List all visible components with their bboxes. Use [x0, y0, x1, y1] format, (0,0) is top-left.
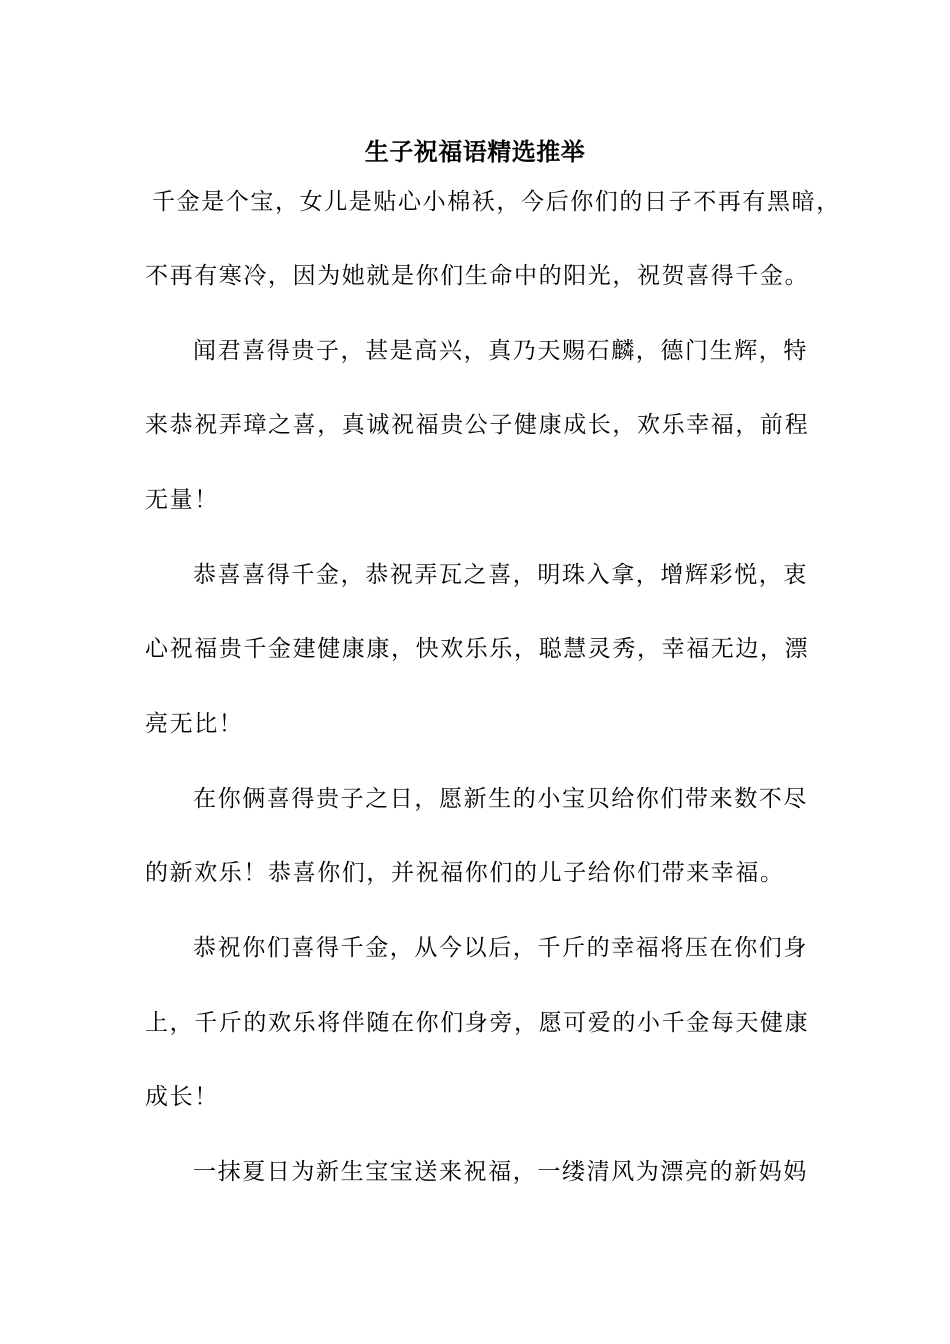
paragraph-line: 无量！: [145, 487, 219, 513]
paragraph-line: 一抹夏日为新生宝宝送来祝福，一缕清风为漂亮的新妈妈: [193, 1159, 808, 1185]
paragraph-line: 千金是个宝，女儿是贴心小棉袄，今后你们的日子不再有黑暗，: [152, 189, 841, 215]
paragraph-line: 心祝福贵千金建健康康，快欢乐乐，聪慧灵秀，幸福无边，漂: [145, 636, 810, 662]
paragraph-line: 成长！: [145, 1084, 219, 1110]
paragraph-line: 的新欢乐！恭喜你们，并祝福你们的儿子给你们带来幸福。: [145, 860, 785, 886]
paragraph-line: 恭喜喜得千金，恭祝弄瓦之喜，明珠入拿，增辉彩悦，衷: [193, 562, 808, 588]
paragraph-line: 来恭祝弄璋之喜，真诚祝福贵公子健康成长，欢乐幸福，前程: [145, 412, 810, 438]
paragraph-line: 不再有寒冷，因为她就是你们生命中的阳光，祝贺喜得千金。: [145, 263, 810, 289]
paragraph-line: 亮无比！: [145, 711, 244, 737]
paragraph-line: 闻君喜得贵子，甚是高兴，真乃天赐石麟，德门生辉，特: [193, 338, 808, 364]
document-title: 生子祝福语精选推举: [364, 137, 586, 166]
paragraph-line: 在你俩喜得贵子之日，愿新生的小宝贝给你们带来数不尽: [193, 786, 808, 812]
paragraph-line: 上，千斤的欢乐将伴随在你们身旁，愿可爱的小千金每天健康: [145, 1010, 810, 1036]
paragraph-line: 恭祝你们喜得千金，从今以后，千斤的幸福将压在你们身: [193, 935, 808, 961]
